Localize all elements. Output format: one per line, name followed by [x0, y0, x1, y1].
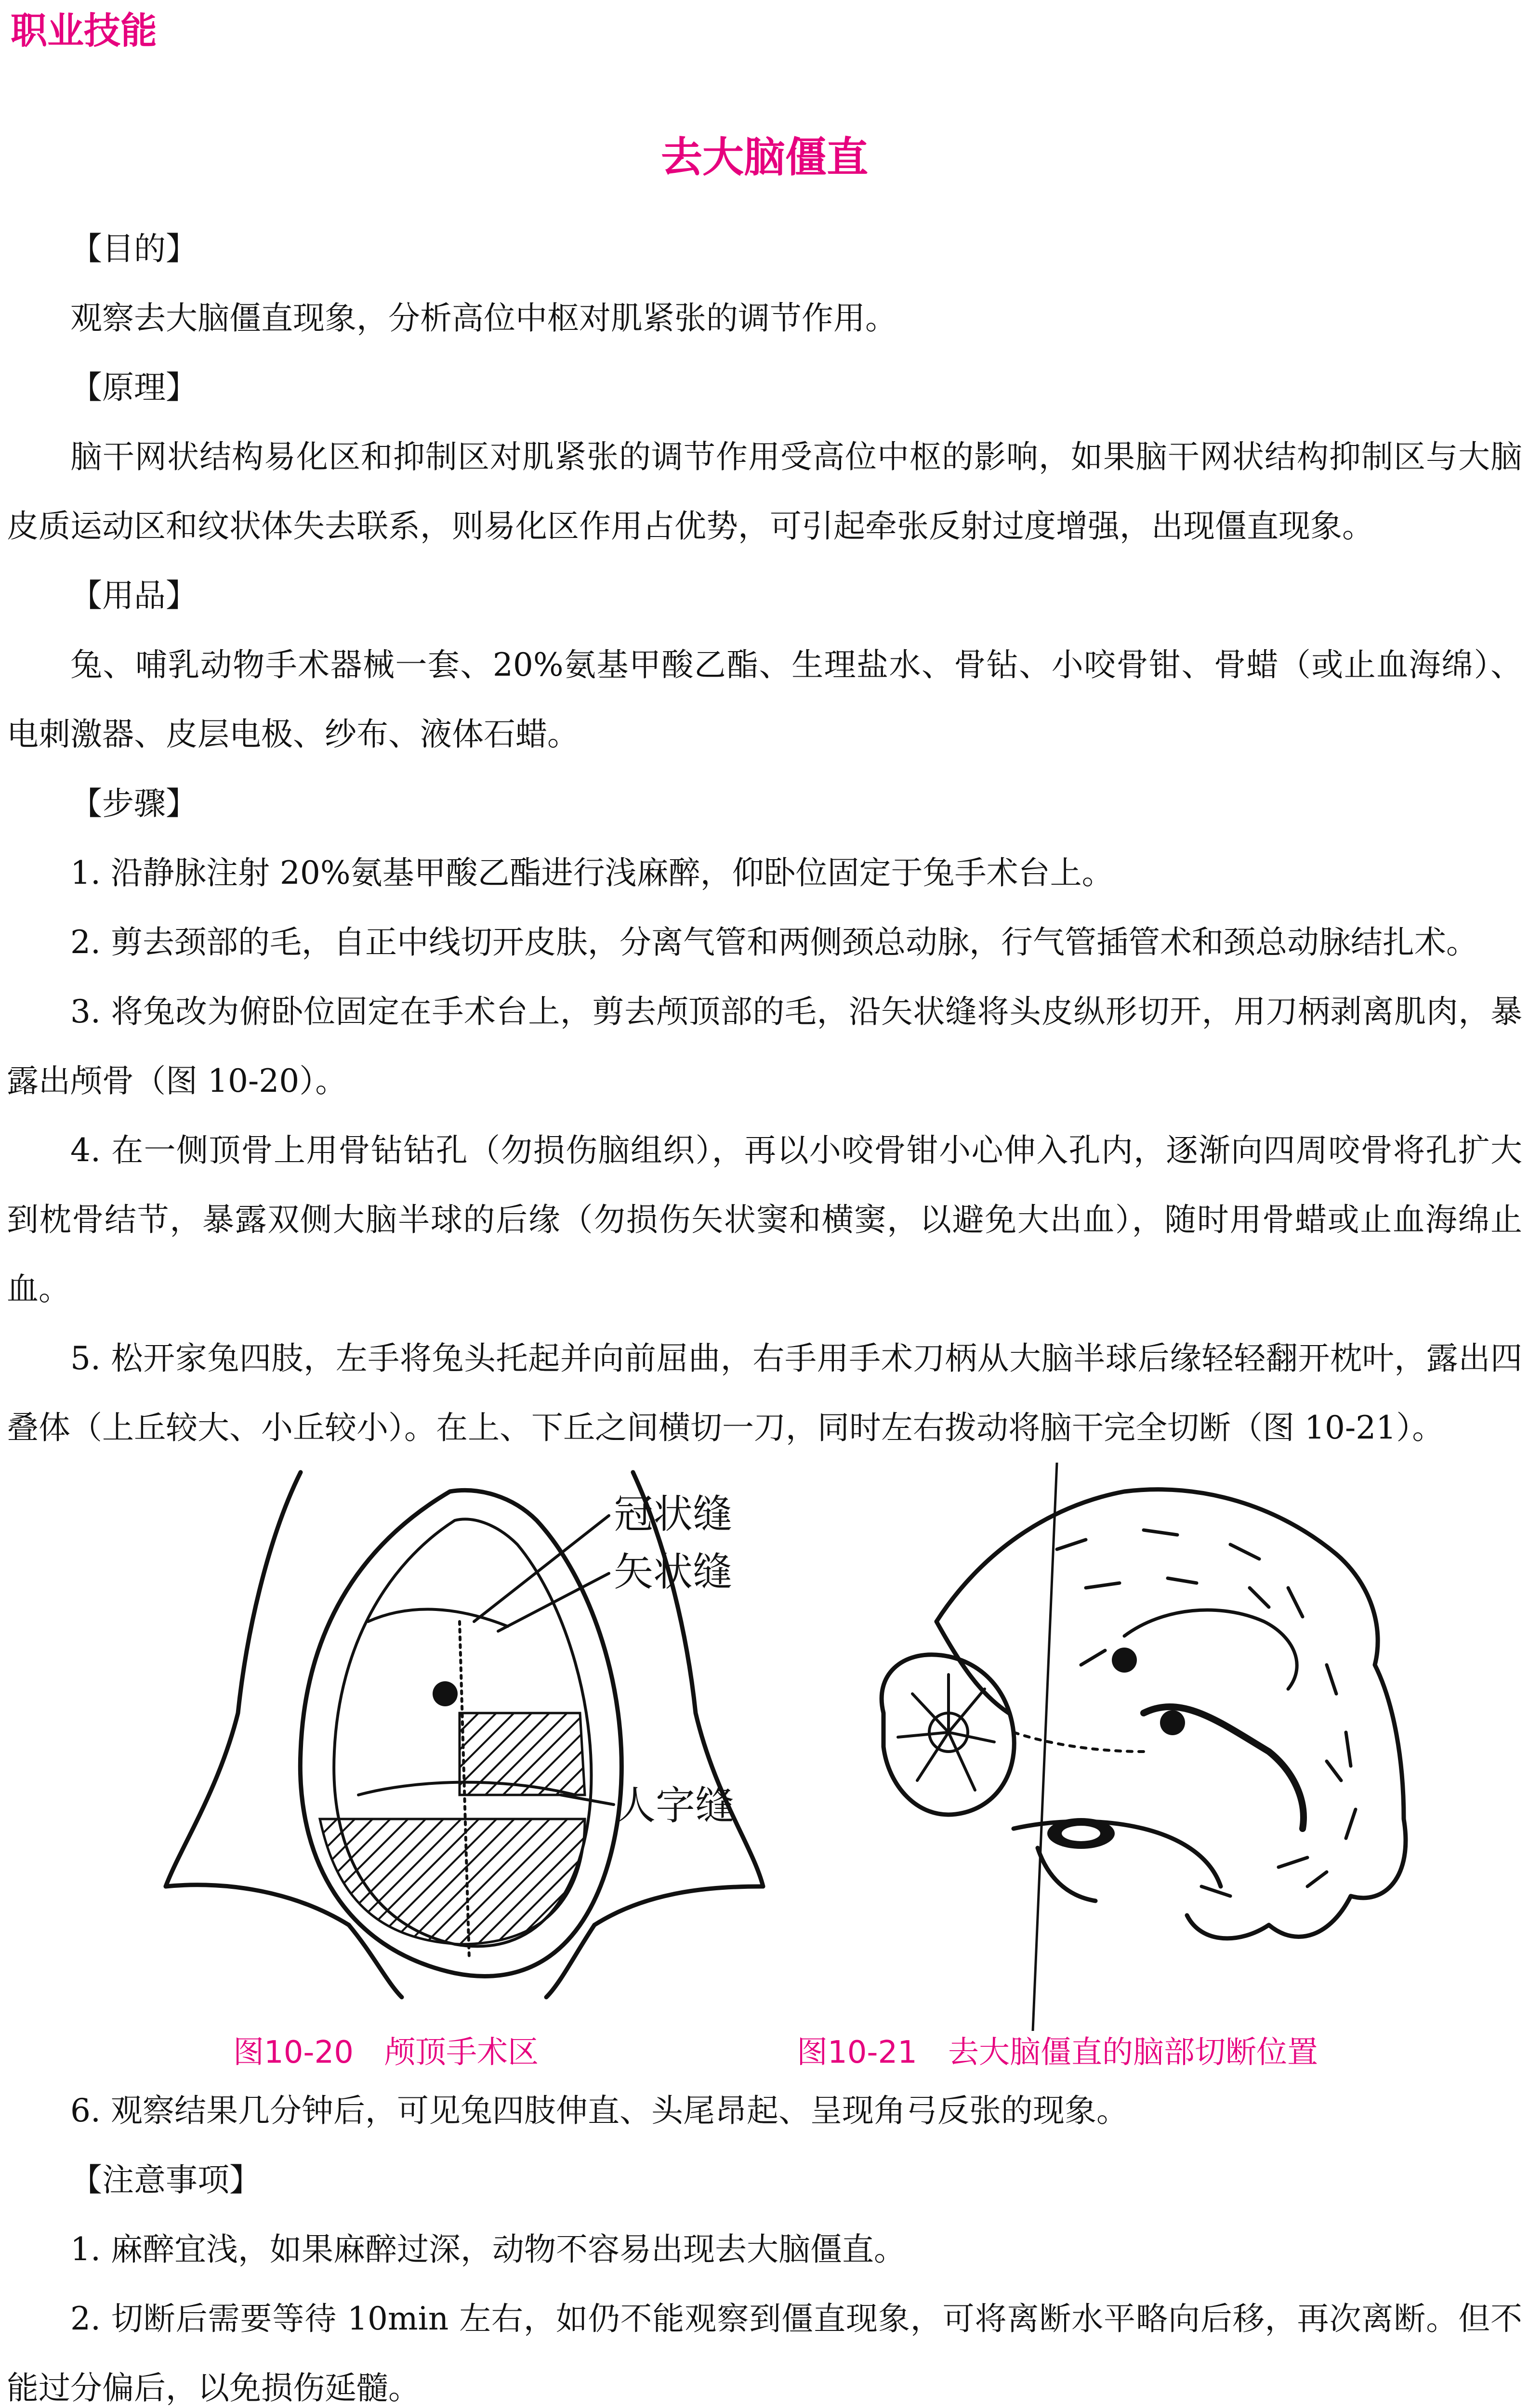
page-title: 去大脑僵直 — [661, 133, 868, 182]
figure-skull-surgical-area — [161, 1463, 787, 2007]
materials-heading: 【用品】 — [70, 577, 198, 614]
step-item: 5. 松开家兔四肢，左手将兔头托起并向前屈曲，右手用手术刀柄从大脑半球后缘轻轻翻开枕叶，露出四叠体（上丘较大、小丘较小）。在上、下丘之间横切一刀，同时左右拨动将脑干完全切断（图 10-21）。 — [7, 1340, 1522, 1446]
brain-section-diagram — [855, 1463, 1433, 2031]
label-coronal-suture: 冠状缝 — [614, 1492, 733, 1537]
label-sagittal-suture: 矢状缝 — [614, 1549, 733, 1595]
purpose-text: 观察去大脑僵直现象，分析高位中枢对肌紧张的调节作用。 — [70, 300, 897, 337]
skull-diagram — [161, 1463, 787, 2007]
principle-heading: 【原理】 — [70, 369, 198, 406]
steps-heading: 【步骤】 — [70, 785, 198, 822]
step-item: 2. 剪去颈部的毛，自正中线切开皮肤，分离气管和两侧颈总动脉，行气管插管术和颈总动脉结扎术。 — [70, 924, 1478, 961]
note-item: 2. 切断后需要等待 10min 左右，如仍不能观察到僵直现象，可将离断水平略向后移，再次离断。但不能过分偏后，以免损伤延髓。 — [7, 2300, 1522, 2407]
figure-row — [7, 1463, 1522, 2076]
label-lambdoid-suture: 人字缝 — [616, 1783, 735, 1829]
step-item: 6. 观察结果几分钟后，可见兔四肢伸直、头尾昂起、呈现角弓反张的现象。 — [70, 2092, 1128, 2129]
materials-text: 兔、哺乳动物手术器械一套、20%氨基甲酸乙酯、生理盐水、骨钻、小咬骨钳、骨蜡（或止血海绵）、电刺激器、皮层电极、纱布、液体石蜡。 — [7, 646, 1522, 753]
note-item: 1. 麻醉宜浅，如果麻醉过深，动物不容易出现去大脑僵直。 — [70, 2231, 906, 2268]
step-item: 1. 沿静脉注射 20%氨基甲酸乙酯进行浅麻醉，仰卧位固定于兔手术台上。 — [70, 854, 1114, 891]
step-item: 3. 将兔改为俯卧位固定在手术台上，剪去颅顶部的毛，沿矢状缝将头皮纵形切开，用刀柄剥离肌肉，暴露出颅骨（图 10-20）。 — [7, 993, 1522, 1099]
section-header: 职业技能 — [11, 9, 157, 52]
purpose-heading: 【目的】 — [70, 230, 198, 267]
figure-10-20-caption: 图10-20 颅顶手术区 — [233, 2035, 539, 2070]
document-body — [7, 214, 1522, 2408]
principle-text: 脑干网状结构易化区和抑制区对肌紧张的调节作用受高位中枢的影响，如果脑干网状结构抑制区与大脑皮质运动区和纹状体失去联系，则易化区作用占优势，可引起牵张反射过度增强，出现僵直现象。 — [7, 438, 1522, 545]
notes-heading: 【注意事项】 — [70, 2161, 261, 2199]
figure-brain-transection — [855, 1463, 1433, 2031]
figure-10-21-caption: 图10-21 去大脑僵直的脑部切断位置 — [797, 2035, 1318, 2070]
step-item: 4. 在一侧顶骨上用骨钻钻孔（勿损伤脑组织），再以小咬骨钳小心伸入孔内，逐渐向四周咬骨将孔扩大到枕骨结节，暴露双侧大脑半球的后缘（勿损伤矢状窦和横窦，以避免大出血），随时用骨蜡或止血海绵止血。 — [7, 1132, 1522, 1308]
